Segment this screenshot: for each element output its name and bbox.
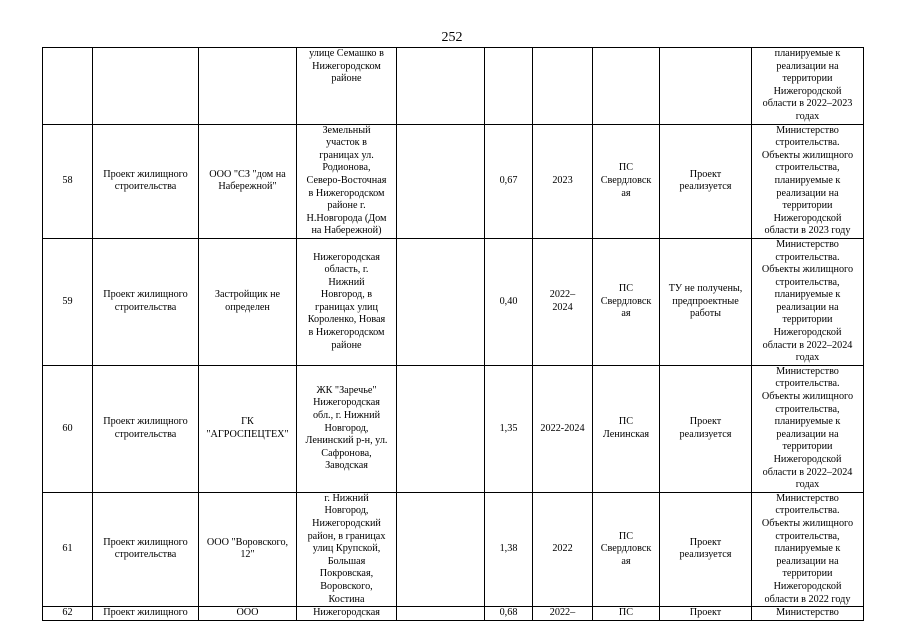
- table-row: [43, 365, 864, 492]
- cell-col5: [397, 365, 485, 492]
- cell-substation: ПС Свердловск ая: [593, 492, 660, 606]
- cell-num: [43, 48, 93, 125]
- cell-year: 2022–: [533, 607, 593, 621]
- cell-status: Проект реализуется: [660, 124, 752, 238]
- table-row: [43, 607, 864, 621]
- cell-year: 2022-2024: [533, 365, 593, 492]
- cell-year: 2022– 2024: [533, 238, 593, 365]
- cell-substation: ПС Свердловск ая: [593, 238, 660, 365]
- cell-area: 0,67: [485, 124, 533, 238]
- cell-location: г. Нижний Новгород, Нижегородский район, в границах улиц Крупской, Большая Покровская, Воровского, Костина: [297, 492, 397, 606]
- cell-note: Министерство строительства. Объекты жилищного строительства, планируемые к реализации на территории Нижегородской области в 2022–2024 годах: [752, 238, 864, 365]
- cell-area: [485, 48, 533, 125]
- cell-num: 58: [43, 124, 93, 238]
- cell-area: 0,68: [485, 607, 533, 621]
- cell-location: улице Семашко в Нижегородском районе: [297, 48, 397, 125]
- cell-status: [660, 48, 752, 125]
- cell-num: 60: [43, 365, 93, 492]
- cell-year: 2022: [533, 492, 593, 606]
- cell-area: 1,35: [485, 365, 533, 492]
- cell-type: [93, 48, 199, 125]
- cell-num: 62: [43, 607, 93, 621]
- table-row: [43, 492, 864, 606]
- cell-note: Министерство строительства. Объекты жилищного строительства, планируемые к реализации на территории Нижегородской области в 2022 году: [752, 492, 864, 606]
- cell-num: 59: [43, 238, 93, 365]
- cell-developer: Застройщик не определен: [199, 238, 297, 365]
- cell-substation: ПС Свердловск ая: [593, 124, 660, 238]
- cell-col5: [397, 124, 485, 238]
- cell-col5: [397, 607, 485, 621]
- cell-year: 2023: [533, 124, 593, 238]
- cell-status: Проект: [660, 607, 752, 621]
- cell-note: Министерство строительства. Объекты жилищного строительства, планируемые к реализации на территории Нижегородской области в 2022–2024 годах: [752, 365, 864, 492]
- projects-table: [42, 47, 864, 621]
- cell-type: Проект жилищного строительства: [93, 124, 199, 238]
- table-row: [43, 48, 864, 125]
- cell-num: 61: [43, 492, 93, 606]
- cell-type: Проект жилищного: [93, 607, 199, 621]
- cell-developer: ООО "Воровского, 12": [199, 492, 297, 606]
- cell-type: Проект жилищного строительства: [93, 238, 199, 365]
- cell-location: Нижегородская: [297, 607, 397, 621]
- cell-note: Министерство: [752, 607, 864, 621]
- cell-status: ТУ не получены, предпроектные работы: [660, 238, 752, 365]
- cell-note: Министерство строительства. Объекты жилищного строительства, планируемые к реализации на территории Нижегородской области в 2023 году: [752, 124, 864, 238]
- cell-developer: ООО "СЗ "дом на Набережной": [199, 124, 297, 238]
- cell-substation: ПС: [593, 607, 660, 621]
- page-number: 252: [441, 30, 463, 45]
- cell-col5: [397, 48, 485, 125]
- cell-year: [533, 48, 593, 125]
- cell-location: ЖК "Заречье" Нижегородская обл., г. Нижний Новгород, Ленинский р-н, ул. Сафронова, Заводская: [297, 365, 397, 492]
- cell-type: Проект жилищного строительства: [93, 365, 199, 492]
- cell-area: 0,40: [485, 238, 533, 365]
- cell-col5: [397, 492, 485, 606]
- cell-location: Нижегородская область, г. Нижний Новгород, в границах улиц Короленко, Новая в Нижегородском районе: [297, 238, 397, 365]
- cell-developer: [199, 48, 297, 125]
- cell-type: Проект жилищного строительства: [93, 492, 199, 606]
- cell-note: планируемые к реализации на территории Нижегородской области в 2022–2023 годах: [752, 48, 864, 125]
- cell-developer: ООО: [199, 607, 297, 621]
- cell-status: Проект реализуется: [660, 365, 752, 492]
- cell-substation: [593, 48, 660, 125]
- cell-location: Земельный участок в границах ул. Родионова, Северо-Восточная в Нижегородском районе г. Н.Новгорода (Дом на Набережной): [297, 124, 397, 238]
- cell-substation: ПС Ленинская: [593, 365, 660, 492]
- cell-status: Проект реализуется: [660, 492, 752, 606]
- table-row: [43, 124, 864, 238]
- cell-developer: ГК "АГРОСПЕЦТЕХ": [199, 365, 297, 492]
- cell-area: 1,38: [485, 492, 533, 606]
- cell-col5: [397, 238, 485, 365]
- table-row: [43, 238, 864, 365]
